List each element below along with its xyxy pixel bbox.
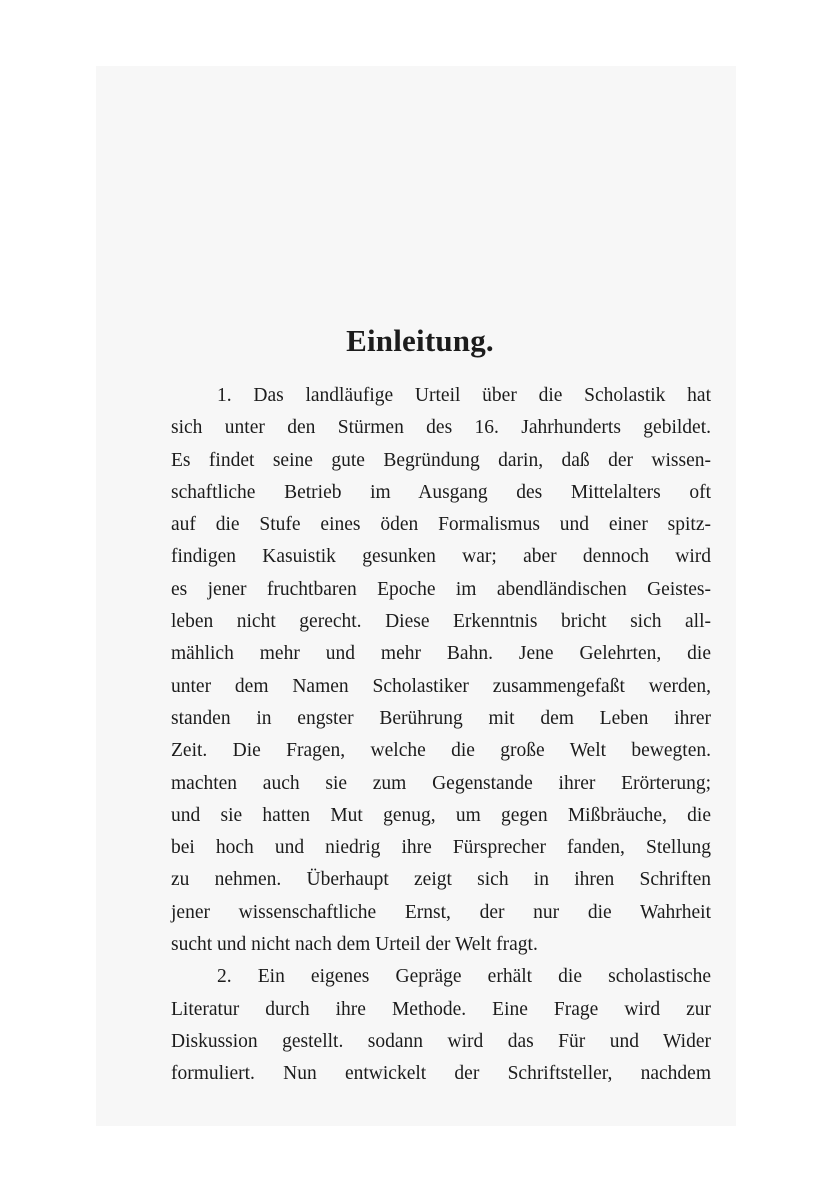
- text-line: mählich mehr und mehr Bahn. Jene Gelehrten, die: [171, 643, 711, 665]
- text-line: 2. Ein eigenes Gepräge erhält die scholastische: [217, 966, 711, 988]
- text-line: 1. Das landläufige Urteil über die Scholastik hat: [217, 385, 711, 406]
- text-line: leben nicht gerecht. Diese Erkenntnis bricht sich all-: [171, 611, 711, 633]
- body-text: [171, 380, 711, 1091]
- text-line: Zeit. Die Fragen, welche die große Welt bewegten.: [171, 740, 711, 762]
- text-line: Es findet seine gute Begründung darin, daß der wissen-: [171, 449, 711, 471]
- text-line: auf die Stufe eines öden Formalismus und einer spitz-: [171, 514, 711, 536]
- text-line: sich unter den Stürmen des 16. Jahrhunderts gebildet.: [171, 417, 711, 439]
- text-line: sucht und nicht nach dem Urteil der Welt fragt.: [171, 934, 538, 956]
- text-line: Literatur durch ihre Methode. Eine Frage wird zur: [171, 998, 711, 1020]
- text-line: standen in engster Berührung mit dem Leben ihrer: [171, 707, 711, 729]
- chapter-heading: Einleitung.: [346, 323, 494, 358]
- text-line: zu nehmen. Überhaupt zeigt sich in ihren Schriften: [171, 869, 711, 891]
- text-line: Diskussion gestellt. sodann wird das Für und Wider: [171, 1030, 711, 1052]
- text-line: es jener fruchtbaren Epoche im abendländischen Geistes-: [171, 578, 711, 600]
- text-line: machten auch sie zum Gegenstande ihrer Erörterung;: [171, 772, 711, 794]
- text-line: jener wissenschaftliche Ernst, der nur die Wahrheit: [171, 901, 711, 923]
- text-line: und sie hatten Mut genug, um gegen Mißbräuche, die: [171, 804, 711, 826]
- text-line: findigen Kasuistik gesunken war; aber dennoch wird: [171, 546, 711, 568]
- text-line: unter dem Namen Scholastiker zusammengefaßt werden,: [171, 675, 711, 697]
- text-line: formuliert. Nun entwickelt der Schriftsteller, nachdem: [171, 1063, 711, 1085]
- text-line: schaftliche Betrieb im Ausgang des Mittelalters oft: [171, 481, 711, 503]
- text-line: bei hoch und niedrig ihre Fürsprecher fanden, Stellung: [171, 837, 711, 859]
